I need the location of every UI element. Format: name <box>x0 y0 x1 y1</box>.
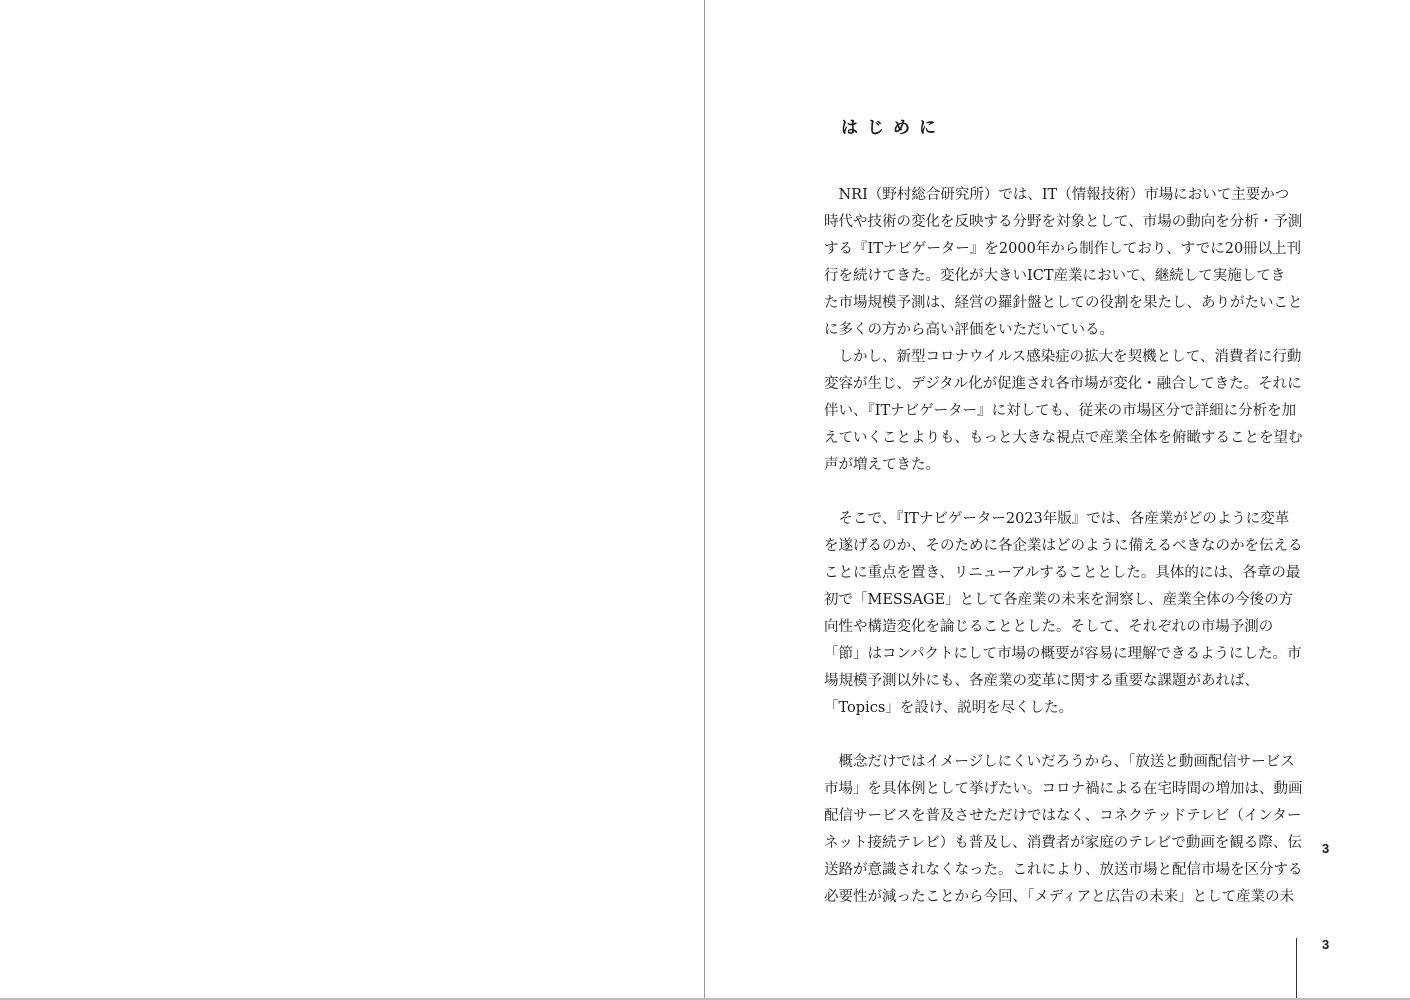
folio-page-number: 3 <box>1322 937 1330 952</box>
text-line: 市場」を具体例として挙げたい。コロナ禍による在宅時間の増加は、動画 <box>824 781 1303 797</box>
text-line: 送路が意識されなくなった。これにより、放送市場と配信市場を区分する <box>824 862 1303 878</box>
page-title: はじめに <box>841 118 945 138</box>
text-line: 時代や技術の変化を反映する分野を対象として、市場の動向を分析・予測 <box>824 214 1303 230</box>
text-line: えていくことよりも、もっと大きな視点で産業全体を俯瞰することを望む <box>824 430 1303 446</box>
text-line: ネット接続テレビ）も普及し、消費者が家庭のテレビで動画を観る際、伝 <box>824 835 1302 851</box>
left-page-blank <box>0 0 704 998</box>
text-line: 「Topics」を設け、説明を尽くした。 <box>824 700 1074 716</box>
text-line: 向性や構造変化を論じることとした。そして、それぞれの市場予測の <box>824 619 1274 635</box>
text-line: 変容が生じ、デジタル化が促進され各市場が変化・融合してきた。それに <box>824 376 1302 392</box>
text-line: そこで、『ITナビゲーター2023年版』では、各産業がどのように変革 <box>824 511 1290 527</box>
text-line: NRI（野村総合研究所）では、IT（情報技術）市場において主要かつ <box>824 187 1290 203</box>
text-line: を遂げるのか、そのために各企業はどのように備えるべきなのかを伝える <box>824 538 1303 554</box>
text-line: 「節」はコンパクトにして市場の概要が容易に理解できるようにした。市 <box>824 646 1302 662</box>
text-line: 声が増えてきた。 <box>824 457 940 473</box>
paragraph <box>824 182 1318 344</box>
text-line: た市場規模予測は、経営の羅針盤としての役割を果たし、ありがたいこと <box>824 295 1303 311</box>
text-line: ことに重点を置き、リニューアルすることとした。具体的には、各章の最 <box>824 565 1301 581</box>
text-line: する『ITナビゲーター』を2000年から制作しており、すでに20冊以上刊 <box>824 241 1302 257</box>
paragraph <box>824 344 1318 479</box>
thumb-index-page-number: 3 <box>1322 841 1330 856</box>
paragraph <box>824 506 1318 722</box>
text-line: 場規模予測以外にも、各産業の変革に関する重要な課題があれば、 <box>824 673 1259 689</box>
folio-rule <box>1296 938 1297 998</box>
text-line: 行を続けてきた。変化が大きいICT産業において、継続して実施してき <box>824 268 1286 284</box>
right-page <box>705 0 1410 998</box>
text-line: 概念だけではイメージしにくいだろうから、「放送と動画配信サービス <box>824 754 1295 770</box>
paragraph-spacer <box>824 479 1318 506</box>
text-line: 伴い、『ITナビゲーター』に対しても、従来の市場区分で詳細に分析を加 <box>824 403 1297 419</box>
paragraph <box>824 749 1318 911</box>
paragraph-spacer <box>824 722 1318 749</box>
text-line: 配信サービスを普及させただけではなく、コネクテッドテレビ（インター <box>824 808 1302 824</box>
text-line: 初で「MESSAGE」として各産業の未来を洞察し、産業全体の今後の方 <box>824 592 1294 608</box>
text-line: に多くの方から高い評価をいただいている。 <box>824 322 1114 338</box>
body-text <box>824 182 1318 911</box>
text-line: 必要性が減ったことから今回、「メディアと広告の未来」として産業の未 <box>824 889 1295 905</box>
text-line: しかし、新型コロナウイルス感染症の拡大を契機として、消費者に行動 <box>824 349 1302 365</box>
